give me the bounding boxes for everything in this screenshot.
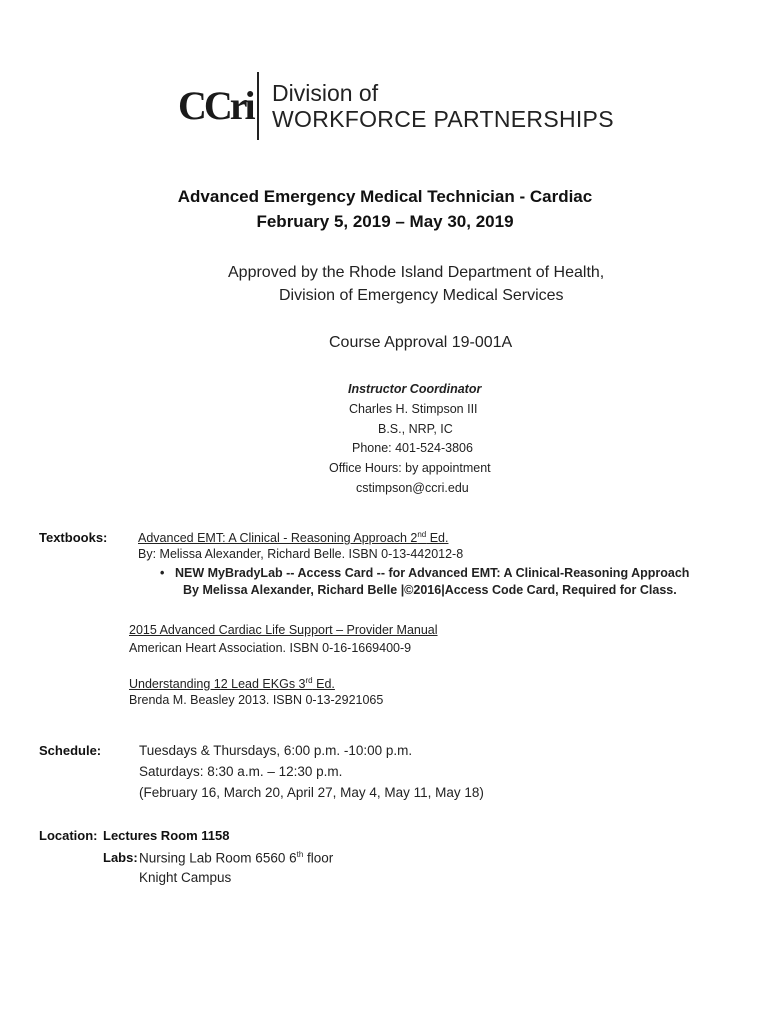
ccri-logo: CCri [178,83,253,128]
course-title: Advanced Emergency Medical Technician - Cardiac [177,187,593,206]
location-lectures: Lectures Room 1158 [103,828,230,843]
book1-title: Advanced EMT: A Clinical - Reasoning Approach 2nd Ed. [138,530,449,546]
location-label: Location: [39,828,98,843]
instructor-email[interactable]: cstimpson@ccri.edu [356,481,469,495]
labs-label: Labs: [103,850,138,865]
book2-title: 2015 Advanced Cardiac Life Support – Provider Manual [129,623,438,637]
book3-title: Understanding 12 Lead EKGs 3rd Ed. [129,676,335,692]
course-dates: February 5, 2019 – May 30, 2019 [256,212,514,231]
schedule-line-3: (February 16, March 20, April 27, May 4, May 11, May 18) [139,785,484,800]
mybradylab-line-2: By Melissa Alexander, Richard Belle |©2016|Access Code Card, Required for Class. [183,583,677,597]
approved-line-1: Approved by the Rhode Island Department of Health, [228,264,605,281]
logo-workforce-text: WORKFORCE PARTNERSHIPS [272,106,614,132]
book2-authors: American Heart Association. ISBN 0-16-1669400-9 [129,641,412,655]
schedule-line-1: Tuesdays & Thursdays, 6:00 p.m. -10:00 p.m. [139,743,413,758]
course-approval: Course Approval 19-001A [329,334,513,351]
mybradylab-line-1: NEW MyBradyLab -- Access Card -- for Advanced EMT: A Clinical-Reasoning Approach [175,566,690,580]
logo-divider [257,72,259,140]
instructor-phone: Phone: 401-524-3806 [352,441,473,455]
instructor-credentials: B.S., NRP, IC [378,422,453,436]
instructor-office-hours: Office Hours: by appointment [329,461,491,475]
labs-room: Nursing Lab Room 6560 6th floor [139,850,334,866]
book1-authors: By: Melissa Alexander, Richard Belle. ISBN 0-13-442012-8 [138,547,464,561]
logo-division-text: Division of [272,80,379,106]
book3-authors: Brenda M. Beasley 2013. ISBN 0-13-2921065 [129,693,384,707]
textbooks-label: Textbooks: [39,530,108,545]
approved-line-2: Division of Emergency Medical Services [279,287,564,304]
schedule-line-2: Saturdays: 8:30 a.m. – 12:30 p.m. [139,764,343,779]
instructor-name: Charles H. Stimpson III [349,402,478,416]
campus-name: Knight Campus [139,870,232,885]
instructor-role: Instructor Coordinator [348,382,482,396]
schedule-label: Schedule: [39,743,102,758]
bullet-icon: • [160,566,165,580]
